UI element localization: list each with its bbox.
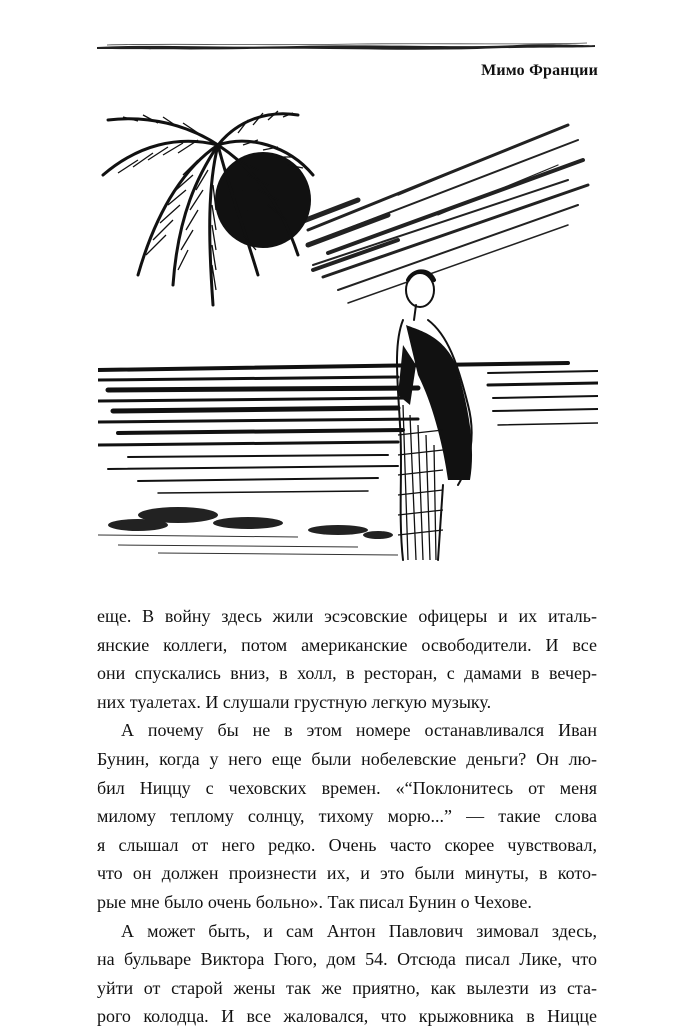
text-line: что он должен произнести их, и это были минуты, в кото-: [97, 863, 597, 884]
text-line: уйти от старой жены так же приятно, как вылезти из ста-: [97, 977, 597, 998]
text-line: бил Ниццу с чеховских времен. «“Поклонитесь от меня: [97, 777, 597, 798]
text-line: рые мне было очень больно». Так писал Бунин о Чехове.: [97, 891, 532, 912]
palm-sea-figure-drawing-icon: [98, 105, 598, 575]
header-rule: [97, 40, 595, 52]
text-line: на бульваре Виктора Гюго, дом 54. Отсюда писал Лике, что: [97, 949, 597, 970]
text-line: А может быть, и сам Антон Павлович зимовал здесь,: [121, 920, 597, 941]
body-text: [97, 602, 597, 1031]
paragraph: [97, 602, 597, 716]
text-line: я слышал от него редко. Очень часто скорее чувствовал,: [97, 834, 597, 855]
running-title: Мимо Франции: [481, 62, 598, 79]
text-line: милому теплому солнцу, тихому морю...” — такие слова: [97, 806, 597, 827]
text-line: А почему бы не в этом номере останавливался Иван: [121, 720, 597, 741]
paragraph: [97, 716, 597, 916]
text-line: они спускались вниз, в холл, в ресторан, с дамами в вечер-: [97, 663, 597, 684]
text-line: еще. В войну здесь жили эсэсовские офицеры и их италь-: [97, 606, 597, 626]
text-line: рого колодца. И все жаловался, что крыжовника в Ницце: [97, 1006, 597, 1027]
text-line: янские коллеги, потом американские освободители. И все: [97, 634, 597, 655]
paragraph: [97, 917, 597, 1031]
text-line: Бунин, когда у него еще были нобелевские деньги? Он лю-: [97, 748, 597, 769]
text-line: них туалетах. И слушали грустную легкую музыку.: [97, 691, 492, 712]
